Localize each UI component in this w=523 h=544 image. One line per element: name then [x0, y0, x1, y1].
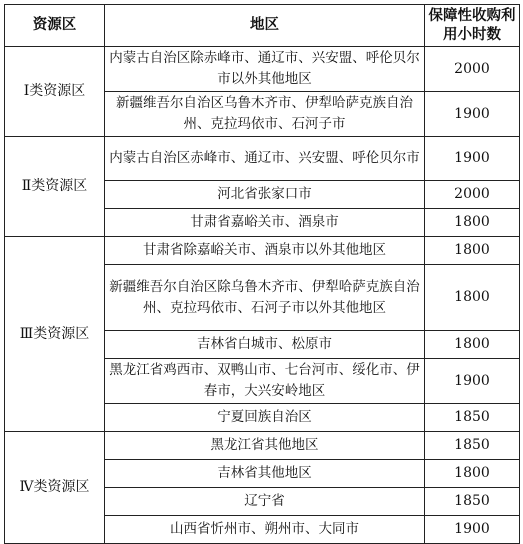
region-cell: 新疆维吾尔自治区乌鲁木齐市、伊犁哈萨克族自治州、克拉玛依市、石河子市: [105, 92, 425, 137]
hours-cell: 1800: [425, 265, 520, 331]
region-cell: 黑龙江省鸡西市、双鸭山市、七台河市、绥化市、伊春市，大兴安岭地区: [105, 359, 425, 404]
table-row: [5, 432, 520, 460]
class-cell-2: Ⅱ类资源区: [5, 137, 105, 237]
region-cell: 河北省张家口市: [105, 181, 425, 209]
region-cell: 山西省忻州市、朔州市、大同市: [105, 516, 425, 544]
region-cell: 黑龙江省其他地区: [105, 432, 425, 460]
hours-cell: 1900: [425, 92, 520, 137]
hours-cell: 1900: [425, 137, 520, 181]
hours-cell: 1800: [425, 331, 520, 359]
class-cell-4: Ⅳ类资源区: [5, 432, 105, 544]
region-cell: 辽宁省: [105, 488, 425, 516]
class-cell-3: Ⅲ类资源区: [5, 237, 105, 432]
header-hours: 保障性收购利用小时数: [425, 5, 520, 47]
region-cell: 甘肃省嘉峪关市、酒泉市: [105, 209, 425, 237]
hours-cell: 1850: [425, 488, 520, 516]
hours-cell: 1900: [425, 359, 520, 404]
region-cell: 宁夏回族自治区: [105, 404, 425, 432]
header-row: [5, 5, 520, 47]
region-cell: 甘肃省除嘉峪关市、酒泉市以外其他地区: [105, 237, 425, 265]
hours-cell: 1900: [425, 516, 520, 544]
hours-cell: 1800: [425, 237, 520, 265]
hours-cell: 2000: [425, 181, 520, 209]
header-region: 地区: [105, 5, 425, 47]
hours-cell: 2000: [425, 47, 520, 92]
region-cell: 吉林省白城市、松原市: [105, 331, 425, 359]
class-cell-1: Ⅰ类资源区: [5, 47, 105, 137]
hours-cell: 1800: [425, 460, 520, 488]
region-cell: 内蒙古自治区除赤峰市、通辽市、兴安盟、呼伦贝尔市以外其他地区: [105, 47, 425, 92]
resource-zone-table: [4, 4, 520, 544]
hours-cell: 1850: [425, 432, 520, 460]
header-class: 资源区: [5, 5, 105, 47]
region-cell: 新疆维吾尔自治区除乌鲁木齐市、伊犁哈萨克族自治州、克拉玛依市、石河子市以外其他地区: [105, 265, 425, 331]
hours-cell: 1800: [425, 209, 520, 237]
region-cell: 吉林省其他地区: [105, 460, 425, 488]
table-row: [5, 137, 520, 181]
table-row: [5, 47, 520, 92]
table-row: [5, 237, 520, 265]
region-cell: 内蒙古自治区赤峰市、通辽市、兴安盟、呼伦贝尔市: [105, 137, 425, 181]
hours-cell: 1850: [425, 404, 520, 432]
